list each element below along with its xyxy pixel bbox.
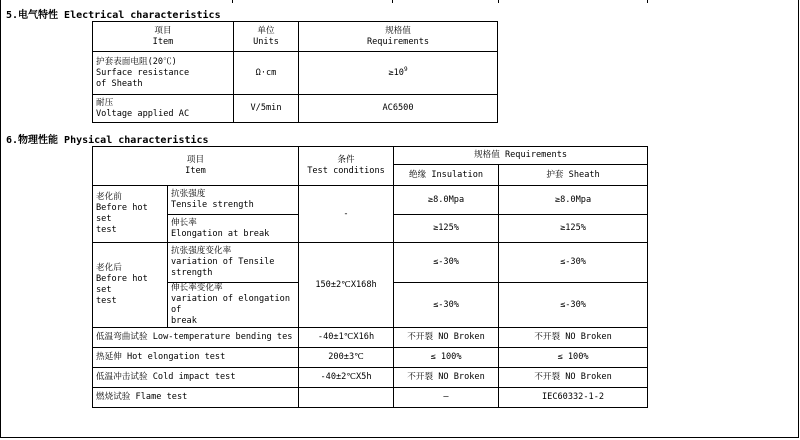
sub-item-cell bbox=[168, 243, 299, 283]
item-header bbox=[93, 147, 299, 186]
item-cell bbox=[93, 52, 234, 95]
insulation-cell: ≤ 100% bbox=[394, 348, 499, 368]
requirement-cell bbox=[299, 52, 498, 95]
electrical-table bbox=[92, 21, 498, 123]
sheath-cell: ≥125% bbox=[499, 215, 648, 243]
item-header-cn: 项目 bbox=[154, 25, 172, 36]
table-row bbox=[93, 348, 648, 368]
electrical-header-row bbox=[93, 22, 498, 52]
item-cell bbox=[93, 95, 234, 123]
requirements-header-cn: 规格值 bbox=[385, 25, 411, 36]
electrical-heading: 5.电气特性 Electrical characteristics bbox=[6, 10, 221, 21]
insulation-cell: — bbox=[394, 388, 499, 408]
group-text: 老化前 bbox=[96, 192, 122, 202]
condition-cell: 200±3℃ bbox=[299, 348, 394, 368]
group-text: Before hot set bbox=[96, 274, 148, 295]
table-row bbox=[93, 328, 648, 348]
group-cell-after bbox=[93, 243, 168, 328]
physical-heading: 6.物理性能 Physical characteristics bbox=[6, 135, 209, 146]
table-row bbox=[93, 368, 648, 388]
sheath-cell: ≤ 100% bbox=[499, 348, 648, 368]
group-text: Before hot set bbox=[96, 203, 148, 224]
group-text: 老化后 bbox=[96, 263, 122, 273]
top-divider-mark bbox=[392, 0, 393, 3]
group-cell-before bbox=[93, 186, 168, 243]
item-header bbox=[93, 22, 234, 52]
insulation-cell: ≥8.0Mpa bbox=[394, 186, 499, 215]
sheath-cell: ≥8.0Mpa bbox=[499, 186, 648, 215]
item-header-en: Item bbox=[185, 166, 206, 176]
item-text: Voltage applied AC bbox=[96, 108, 190, 119]
insulation-cell: ≤-30% bbox=[394, 243, 499, 283]
unit-cell: Ω·cm bbox=[234, 52, 299, 95]
condition-header bbox=[299, 147, 394, 186]
sub-item-text: break bbox=[171, 316, 197, 326]
top-divider-mark bbox=[498, 0, 499, 3]
sub-item-cell bbox=[168, 283, 299, 328]
item-cell: 燃烧试验 Flame test bbox=[93, 388, 299, 408]
sheath-header: 护套 Sheath bbox=[499, 165, 648, 186]
top-divider-mark bbox=[647, 0, 648, 3]
requirement-value: ≥10 bbox=[388, 67, 404, 78]
sheath-cell: 不开裂 NO Broken bbox=[499, 328, 648, 348]
sub-item-text: Elongation at break bbox=[171, 228, 270, 239]
requirement-exponent: 9 bbox=[403, 65, 408, 73]
condition-header-en: Test conditions bbox=[307, 166, 385, 176]
insulation-cell: ≤-30% bbox=[394, 283, 499, 328]
insulation-header: 绝缘 Insulation bbox=[394, 165, 499, 186]
unit-cell: V/5min bbox=[234, 95, 299, 123]
item-text: 耐压 bbox=[96, 97, 114, 108]
sub-item-text: Tensile strength bbox=[171, 200, 254, 210]
sub-item-text: variation of elongation of bbox=[171, 294, 290, 315]
top-divider-mark bbox=[232, 0, 233, 3]
unit-header bbox=[234, 22, 299, 52]
sheath-cell: ≤-30% bbox=[499, 283, 648, 328]
requirements-header bbox=[299, 22, 498, 52]
sub-item-text: strength bbox=[171, 268, 213, 278]
requirements-header-en: Requirements bbox=[366, 36, 430, 47]
item-text: 护套表面电阻(20℃) bbox=[96, 56, 177, 67]
condition-cell: -40±2℃X5h bbox=[299, 368, 394, 388]
group-text: test bbox=[96, 225, 117, 235]
physical-header-row bbox=[93, 147, 648, 165]
sheath-cell: IEC60332-1-2 bbox=[499, 388, 648, 408]
item-header-en: Item bbox=[152, 36, 174, 47]
requirement-cell: AC6500 bbox=[299, 95, 498, 123]
unit-header-cn: 单位 bbox=[257, 25, 275, 36]
condition-cell: 150±2℃X168h bbox=[299, 243, 394, 328]
requirements-header: 规格值 Requirements bbox=[394, 147, 648, 165]
insulation-cell: 不开裂 NO Broken bbox=[394, 368, 499, 388]
item-text: of Sheath bbox=[96, 78, 143, 89]
sub-item-text: 伸长率变化率 bbox=[171, 283, 223, 293]
table-row bbox=[93, 95, 498, 123]
condition-header-cn: 条件 bbox=[337, 155, 355, 165]
sub-item-text: 抗张强度变化率 bbox=[171, 246, 232, 256]
condition-cell: -40±1℃X16h bbox=[299, 328, 394, 348]
sub-item-cell bbox=[168, 186, 299, 215]
table-row bbox=[93, 52, 498, 95]
condition-cell: - bbox=[299, 186, 394, 243]
table-row bbox=[93, 243, 648, 283]
sheath-cell: ≤-30% bbox=[499, 243, 648, 283]
insulation-cell: 不开裂 NO Broken bbox=[394, 328, 499, 348]
table-row bbox=[93, 186, 648, 215]
sub-item-text: variation of Tensile bbox=[171, 257, 275, 267]
item-cell: 低温冲击试验 Cold impact test bbox=[93, 368, 299, 388]
sub-item-text: 抗张强度 bbox=[171, 189, 206, 199]
group-text: test bbox=[96, 296, 117, 306]
table-row bbox=[93, 388, 648, 408]
physical-table bbox=[92, 146, 648, 408]
unit-header-en: Units bbox=[253, 36, 279, 47]
condition-cell bbox=[299, 388, 394, 408]
item-cell: 热延伸 Hot elongation test bbox=[93, 348, 299, 368]
sub-item-cell bbox=[168, 215, 299, 243]
insulation-cell: ≥125% bbox=[394, 215, 499, 243]
sheath-cell: 不开裂 NO Broken bbox=[499, 368, 648, 388]
item-text: Surface resistance bbox=[96, 67, 190, 78]
sub-item-text: 伸长率 bbox=[171, 217, 197, 228]
item-cell: 低温弯曲试验 Low-temperature bending tes bbox=[93, 328, 299, 348]
item-header-cn: 项目 bbox=[186, 155, 205, 165]
